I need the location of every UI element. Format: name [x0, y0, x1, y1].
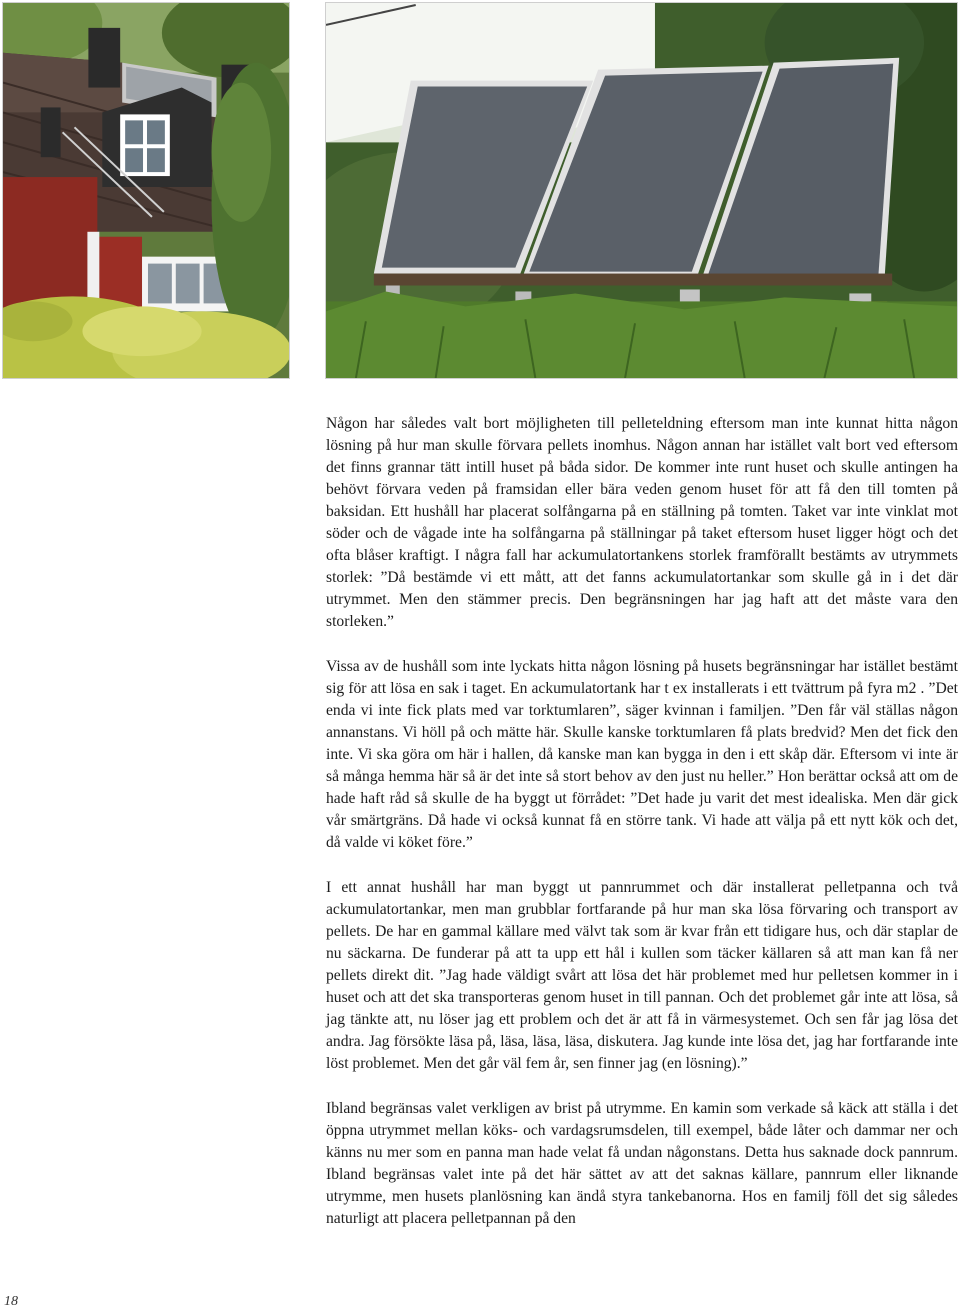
house-with-solar-roof-photo — [2, 2, 290, 379]
paragraph-2: Vissa av de hushåll som inte lyckats hitta någon lösning på husets begränsningar har istället bestämt sig för att lösa en sak i taget. En ackumulatortank har t ex installerats i ett tvättrum på fyra m2 . ”Det enda vi inte fick plats med var torktumlaren”, säger kvinnan i familjen. ”Den får väl ställas någon annanstans. Vi höll på och mätte här. Skulle kanske torktumlaren få plats bredvid? Men det fick den inte. Vi ska göra om här i hallen, då kanske man kan bygga in den i ett skåp där. Eftersom vi inte är så många hemma här så är det inte så stort behov av den just nu heller.” Hon berättar också att om de hade haft råd så skulle de ha byggt ut förrådet: ”Det hade ju varit det mest idealiska. Men där gick vår smärtgräns. Då hade vi också kunnat få en större tank. Vi hade att välja på ett nytt kök och det, då valde vi köket före.” — [326, 658, 958, 851]
photo-house-solar-collector — [3, 3, 289, 378]
photo-solar-panels-on-stand — [326, 3, 957, 378]
paragraph-4: Ibland begränsas valet verkligen av brist på utrymme. En kamin som verkade så käck att ställa i det öppna utrymmet mellan köks- och vardagsrumsdelen, till exempel, både låter och dammar ner och känns nu mer som en panna man hade velat få undan någonstans. Detta hus saknade dock pannrum. Ibland begränsas valet inte på det här sättet av att det saknas källare, pannrum eller liknande utrymme, men husets planlösning kan ändå styra tankebanorna. Hos en familj föll det sig således naturligt att placera pelletpannan på den — [326, 1100, 958, 1227]
ground-mounted-solar-panels-photo — [325, 2, 958, 379]
paragraph-3: I ett annat hushåll har man byggt ut pannrummet och där installerat pelletpanna och två ackumulatortankar, men man grubblar fortfarande på hur man ska lösa förvaring och transport av pellets. De har en gammal källare med välvt tak som är kvar från ett tidigare hus, och där staplar de nu säckarna. De funderar på att ta upp ett hål i kullen som täcker källaren så att man kan få ner pellets direkt dit. ”Jag hade väldigt svårt att lösa det här problemet med hur pelletsen kommer in i huset och att det ska transporteras genom huset in till pannan. Och det problemet går inte att lösa, så jag tänkte att, nu löser jag ett problem och det är att få in värmesystemet. Och sen får jag lösa det andra. Jag försökte läsa på, läsa, läsa, läsa, diskutera. Jag kunde inte lösa det, jag har fortfarande inte löst problemet. Men det går väl fem år, sen finner jag (en lösning).” — [326, 879, 958, 1072]
page-number: 18 — [4, 1294, 18, 1309]
article-body — [326, 413, 958, 1253]
paragraph-1: Någon har således valt bort möjligheten till pelleteldning eftersom man inte kunnat hitta någon lösning på hur man skulle förvara pellets inomhus. Någon annan har istället valt bort ved eftersom det finns grannar tätt intill huset på båda sidor. De kommer inte runt huset och skulle antingen ha behövt förvara veden på framsidan eller bära veden genom huset för att få den till tomten på baksidan. Ett hushåll har placerat solfångarna på en ställning på tomten. Taket var inte vinklat mot söder och de vågade inte ha solfångarna på ställningar på taket eftersom huset ligger högt och det ofta blåser kraftigt. I några fall har ackumulatortankens storlek framförallt bestämts av utrymmets storlek: ”Då bestämde vi ett mått, att det fanns ackumulatortankar som skulle gå in i det där utrymmet. Men den stämmer precis. Den begränsningen har jag haft att det måste vara den storleken.” — [326, 415, 958, 630]
